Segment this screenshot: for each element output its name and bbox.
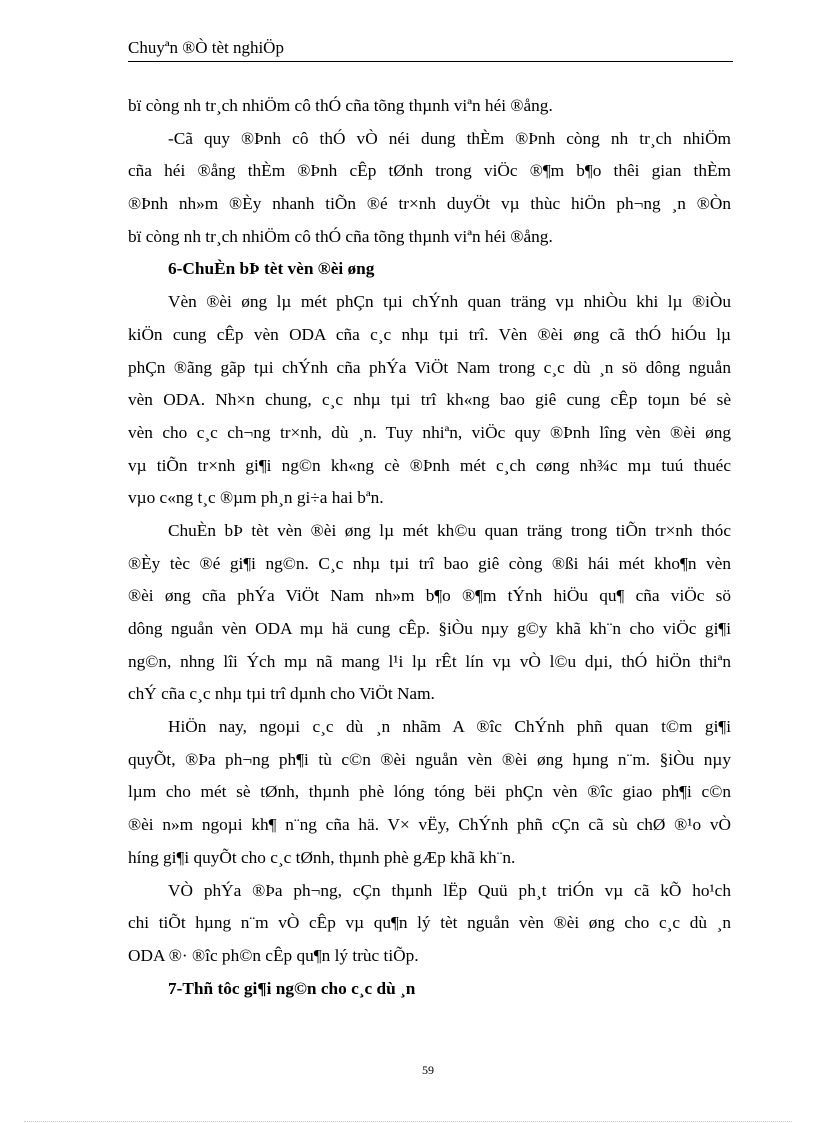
text-line: vèn cho c¸c ch¬ng tr×nh, dù ¸n. Tuy nhiªn, viÖc quy ®Þnh lîng vèn ®èi øng (128, 422, 731, 442)
text-line: ®Èy tèc ®é gi¶i ng©n. C¸c nhµ tµi trî bao giê còng ®ßi hái mét kho¶n vèn (128, 553, 731, 573)
section-heading: 7-Thñ tôc gi¶i ng©n cho c¸c dù ¸n (168, 978, 416, 998)
section-heading: 6-ChuÈn bÞ tèt vèn ®èi øng (168, 259, 375, 279)
text-line: bï còng nh tr¸ch nhiÖm cô thÓ cña tõng thµnh viªn héi ®ång. (128, 226, 553, 246)
text-line: híng gi¶i quyÕt cho c¸c tØnh, thµnh phè gÆp khã kh¨n. (128, 847, 516, 867)
text-line: kiÖn cung cÊp vèn ODA cña c¸c nhµ tµi trî. Vèn ®èi øng cã thÓ hiÓu lµ (128, 324, 731, 344)
text-line: bï còng nh tr¸ch nhiÖm cô thÓ cña tõng thµnh viªn héi ®ång. (128, 96, 553, 115)
running-header: Chuyªn ®Ò tèt nghiÖp (128, 38, 284, 57)
text-line: ng©n, nhng lîi Ých mµ nã mang l¹i lµ rÊt lín vµ vÒ l©u dµi, thÓ hiÖn thiªn (128, 651, 731, 671)
text-line: ChuÈn bÞ tèt vèn ®èi øng lµ mét kh©u quan träng trong tiÕn tr×nh thóc (168, 520, 731, 540)
header-rule (128, 61, 733, 62)
text-line: ®Þnh nh»m ®Èy nhanh tiÕn ®é tr×nh duyÖt vµ thùc hiÖn ph¬ng ¸n ®Òn (128, 194, 731, 214)
text-line: VÒ phÝa ®Þa ph¬ng, cÇn thµnh lËp Quü ph¸t triÓn vµ cã kÕ ho¹ch (168, 880, 731, 900)
text-line: vµ tiÕn tr×nh gi¶i ng©n kh«ng cè ®Þnh mét c¸ch cøng nh¾c mµ tuú thuéc (128, 455, 731, 475)
page-bottom-rule (24, 1121, 792, 1122)
text-line: ODA ®· ®îc ph©n cÊp qu¶n lý trùc tiÕp. (128, 945, 419, 965)
text-line: chÝ cña c¸c nhµ tµi trî dµnh cho ViÖt Nam. (128, 684, 435, 704)
text-line: cña héi ®ång thÈm ®Þnh cÊp tØnh trong viÖc ®¶m b¶o thêi gian thÈm (128, 161, 731, 181)
text-line: -Cã quy ®Þnh cô thÓ vÒ néi dung thÈm ®Þnh còng nh tr¸ch nhiÖm (168, 128, 731, 148)
text-line: Vèn ®èi øng lµ mét phÇn tµi chÝnh quan träng vµ nhiÒu khi lµ ®iÒu (168, 292, 731, 312)
text-line: lµm cho mét sè tØnh, thµnh phè lóng tóng bëi phÇn vèn ®îc giao ph¶i c©n (128, 782, 731, 802)
text-line: vµo c«ng t¸c ®µm ph¸n gi÷a hai bªn. (128, 488, 384, 508)
text-line: vèn ODA. Nh×n chung, c¸c nhµ tµi trî kh«ng bao giê cung cÊp toµn bé sè (128, 390, 731, 410)
text-line: dông nguån vèn ODA mµ hä cung cÊp. §iÒu nµy g©y khã kh¨n cho viÖc gi¶i (128, 619, 731, 638)
text-line: ®èi n»m ngoµi kh¶ n¨ng cña hä. V× vËy, ChÝnh phñ cÇn cã sù chØ ®¹o vÒ (128, 815, 731, 835)
text-line: phÇn ®ãng gãp tµi chÝnh cña phÝa ViÖt Nam trong c¸c dù ¸n sö dông nguån (128, 357, 731, 377)
document-body (128, 93, 731, 1008)
text-line: quyÕt, ®Þa ph¬ng ph¶i tù c©n ®èi nguån vèn ®èi øng hµng n¨m. §iÒu nµy (128, 749, 731, 769)
page-number: 59 (422, 1063, 434, 1077)
text-line: ®èi øng cña phÝa ViÖt Nam nh»m b¶o ®¶m tÝnh hiÖu qu¶ cña viÖc sö (128, 586, 731, 606)
text-line: chi tiÕt hµng n¨m vÒ cÊp vµ qu¶n lý tèt nguån vèn ®èi øng cho c¸c dù ¸n (128, 913, 731, 933)
text-line: HiÖn nay, ngoµi c¸c dù ¸n nhãm A ®îc ChÝnh phñ quan t©m gi¶i (168, 717, 731, 737)
